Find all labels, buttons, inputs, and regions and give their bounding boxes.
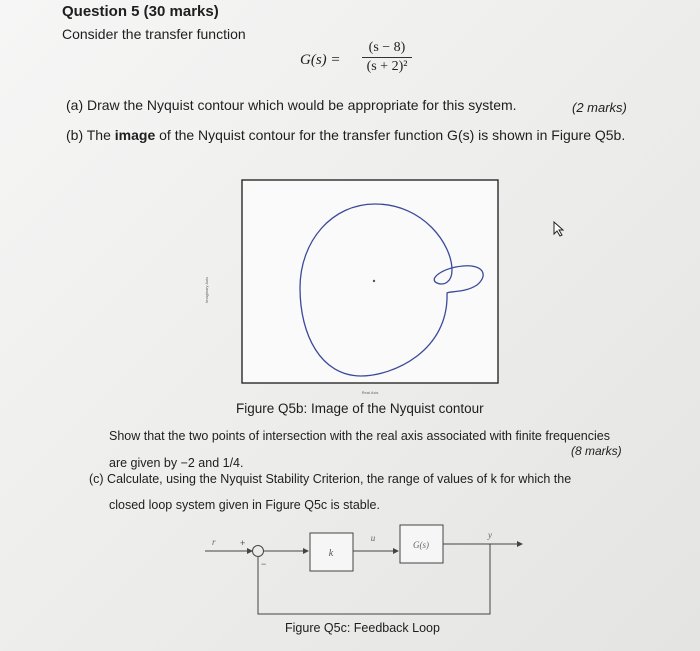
part-b-text-bold: image xyxy=(114,127,156,143)
part-c-line2: closed loop system given in Figure Q5c is stable. xyxy=(109,498,380,512)
tf-lhs: G(s) = xyxy=(300,52,341,68)
signal-y-label: y xyxy=(488,530,492,540)
summing-junction xyxy=(253,546,264,557)
plot-frame xyxy=(242,180,498,383)
origin-point xyxy=(373,280,375,282)
feedback-path xyxy=(258,544,490,614)
plant-label: G(s) xyxy=(413,540,429,550)
part-b-show-line2: are given by −2 and 1/4. xyxy=(109,456,244,470)
tf-numerator: (s − 8) xyxy=(362,40,412,58)
part-b-text-post: of the Nyquist contour for the transfer function G(s) is shown in Figure Q5b. xyxy=(155,127,626,143)
feedback-loop-diagram xyxy=(200,525,530,625)
figure-q5b-caption: Figure Q5b: Image of the Nyquist contour xyxy=(236,401,484,416)
plot-xlabel: Real Axis xyxy=(361,390,379,395)
question-intro: Consider the transfer function xyxy=(62,26,246,42)
part-b-show-line1: Show that the two points of intersection with the real axis associated with finite frequencies xyxy=(109,429,610,443)
signal-u-label: u xyxy=(370,533,376,543)
part-c-line1: (c) Calculate, using the Nyquist Stability Criterion, the range of values of k for which the xyxy=(89,472,572,486)
tf-denominator: (s + 2)² xyxy=(366,59,408,74)
part-a-marks: (2 marks) xyxy=(572,100,627,115)
signal-r-label: r xyxy=(212,537,216,547)
gain-label: k xyxy=(328,548,334,559)
figure-q5c-caption: Figure Q5c: Feedback Loop xyxy=(285,621,440,635)
tf-fraction xyxy=(362,40,412,75)
part-b-text xyxy=(66,127,625,143)
sum-minus-sign: − xyxy=(261,559,267,569)
nyquist-figure xyxy=(204,175,502,405)
part-a-text: (a) Draw the Nyquist contour which would be appropriate for this system. xyxy=(66,97,517,113)
sum-plus-sign: + xyxy=(240,538,246,548)
part-b-text-pre: (b) The xyxy=(66,127,115,143)
part-b-marks: (8 marks) xyxy=(571,444,622,458)
plot-ylabel: Imaginary Axis xyxy=(204,276,209,304)
question-title: Question 5 (30 marks) xyxy=(62,3,219,20)
cursor-icon xyxy=(552,220,568,238)
